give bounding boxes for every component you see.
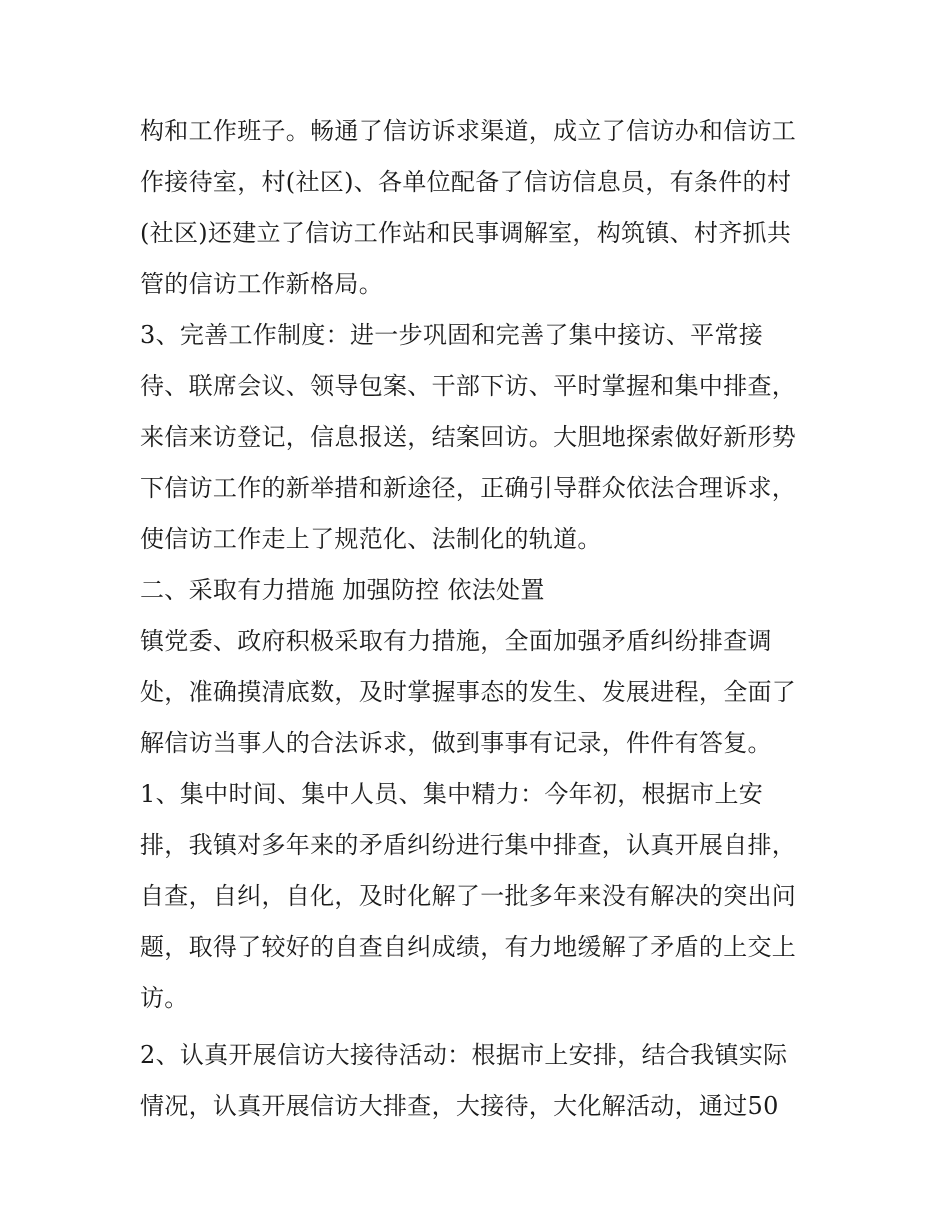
document-body	[140, 106, 820, 1132]
text-line: 镇党委、政府积极采取有力措施，全面加强矛盾纠纷排查调	[140, 627, 772, 655]
text-line: 2、认真开展信访大接待活动：根据市上安排，结合我镇实际	[140, 1041, 788, 1069]
text-line: 处，准确摸清底数，及时掌握事态的发生、发展进程，全面了	[140, 678, 797, 706]
text-line: 待、联席会议、领导包案、干部下访、平时掌握和集中排查，	[140, 372, 797, 400]
text-line: 构和工作班子。畅通了信访诉求渠道，成立了信访办和信访工	[140, 117, 797, 145]
text-line: 情况，认真开展信访大排查，大接待，大化解活动，通过50	[140, 1092, 779, 1120]
text-line: 下信访工作的新举措和新途径，正确引导群众依法合理诉求，	[140, 474, 797, 502]
text-line: 作接待室，村(社区)、各单位配备了信访信息员，有条件的村	[140, 168, 792, 196]
text-line: 题，取得了较好的自查自纠成绩，有力地缓解了矛盾的上交上	[140, 933, 797, 961]
text-line: (社区)还建立了信访工作站和民事调解室，构筑镇、村齐抓共	[140, 219, 792, 247]
text-line: 访。	[140, 984, 189, 1012]
text-line: 1、集中时间、集中人员、集中精力：今年初，根据市上安	[140, 780, 764, 808]
text-line: 使信访工作走上了规范化、法制化的轨道。	[140, 525, 602, 553]
section-heading: 二、采取有力措施 加强防控 依法处置	[140, 576, 545, 604]
text-line: 解信访当事人的合法诉求，做到事事有记录，件件有答复。	[140, 729, 772, 757]
text-line: 自查，自纠，自化，及时化解了一批多年来没有解决的突出问	[140, 882, 797, 910]
text-line: 管的信访工作新格局。	[140, 270, 383, 298]
text-line: 3、完善工作制度：进一步巩固和完善了集中接访、平常接	[140, 321, 764, 349]
text-line: 来信来访登记，信息报送，结案回访。大胆地探索做好新形势	[140, 423, 797, 451]
text-line: 排，我镇对多年来的矛盾纠纷进行集中排查，认真开展自排，	[140, 831, 797, 859]
